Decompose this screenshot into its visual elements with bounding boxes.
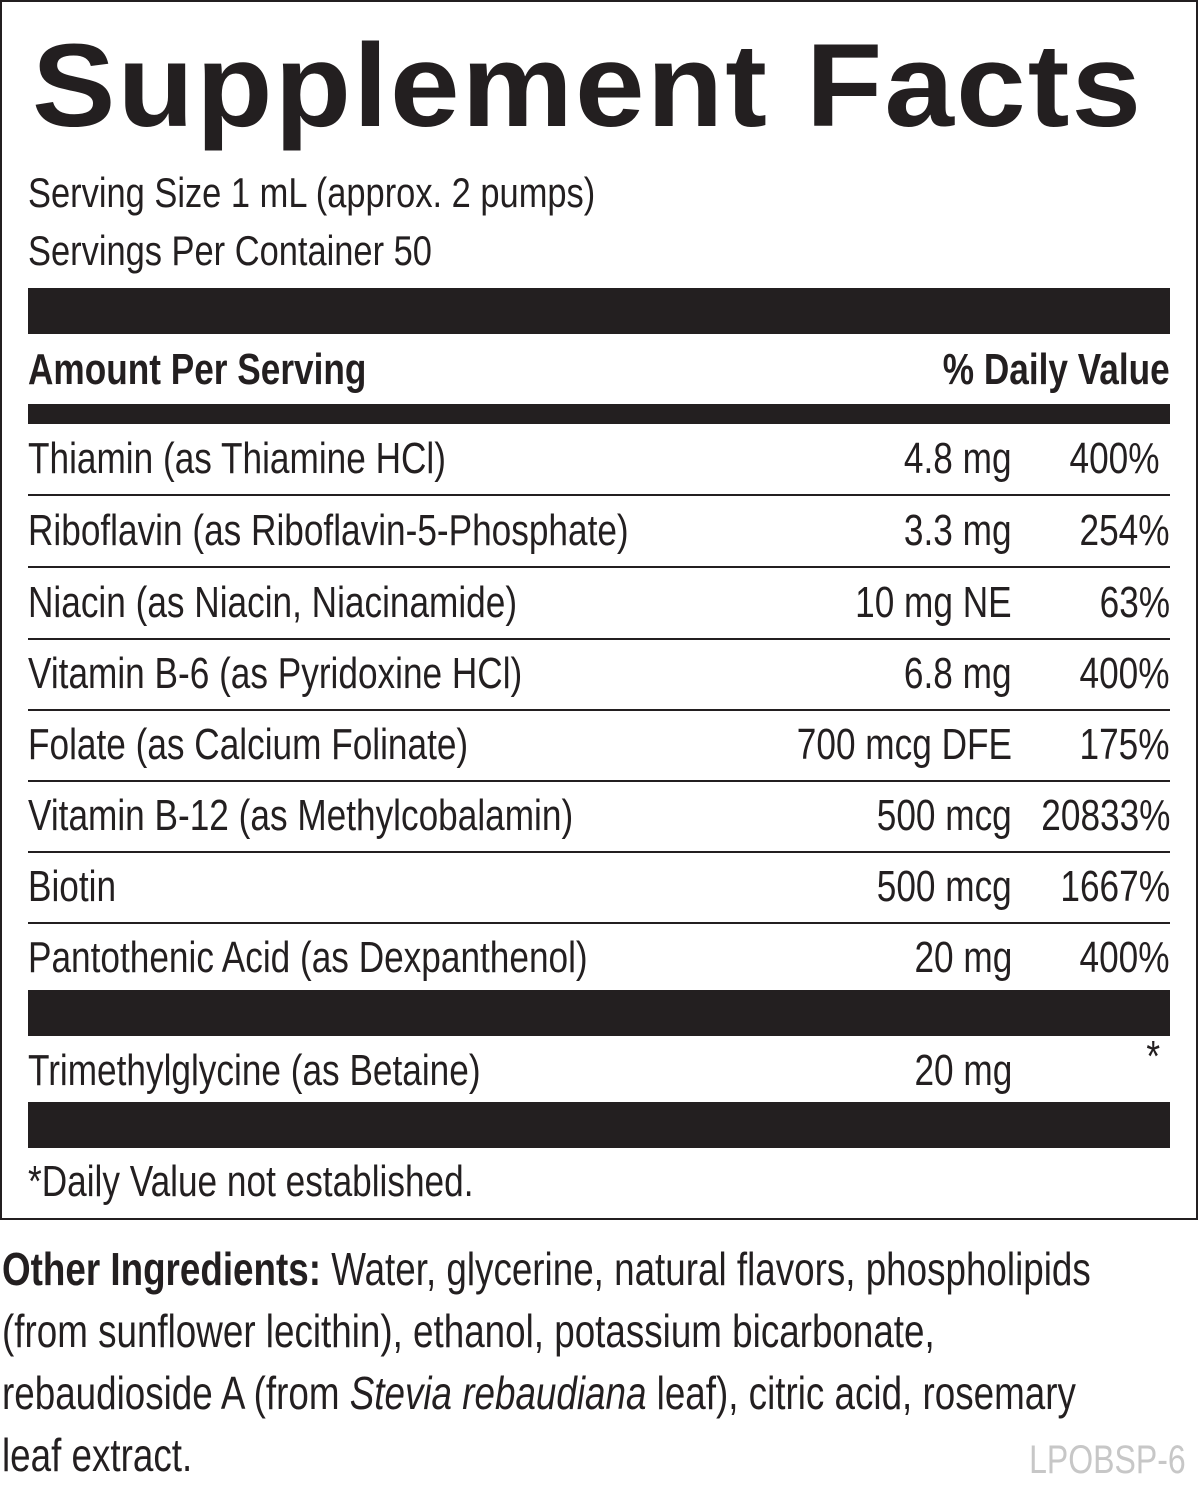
nutrient-amount: 6.8 mg [904,649,1012,698]
nutrient-row [28,496,1170,568]
other-ingredients-text-2: leaf), citric acid, rosemary leaf extract. [2,1367,1076,1481]
other-ingredients-italic: Stevia rebaudiana [349,1367,647,1419]
product-code: LPOBSP-6 [1029,1438,1186,1482]
nutrient-name: Vitamin B-6 (as Pyridoxine HCl) [28,649,523,698]
servings-per-container: Servings Per Container 50 [28,227,432,274]
nutrient-row [28,639,1170,711]
panel-title: Supplement Facts [32,20,1144,152]
nutrient-name: Pantothenic Acid (as Dexpanthenol) [28,933,588,982]
thick-divider-top [28,288,1170,334]
column-header [28,340,1170,400]
nutrient-daily-value: 400% [1079,649,1170,698]
thick-divider-middle [28,990,1170,1036]
ingredient-name: Trimethylglycine (as Betaine) [28,1046,481,1095]
nutrient-amount: 700 mcg DFE [796,720,1012,769]
nutrient-daily-value: 400% [1069,434,1160,483]
nutrient-row [28,852,1170,924]
nutrient-name: Folate (as Calcium Folinate) [28,720,469,769]
other-ingredient-row [28,1032,1170,1106]
nutrient-amount: 20 mg [914,933,1012,982]
header-daily-value: % Daily Value [943,345,1170,394]
nutrient-amount: 3.3 mg [904,506,1012,555]
nutrient-name: Vitamin B-12 (as Methylcobalamin) [28,791,574,840]
nutrient-daily-value: 20833% [1040,791,1170,840]
nutrient-row [28,923,1170,993]
daily-value-footnote: *Daily Value not established. [28,1157,474,1206]
nutrient-row [28,568,1170,640]
medium-divider [28,404,1170,424]
thick-divider-bottom [28,1102,1170,1148]
nutrient-amount: 10 mg NE [855,578,1012,627]
ingredient-daily-value: * [1146,1032,1160,1081]
nutrient-daily-value: 63% [1099,578,1170,627]
nutrient-daily-value: 1667% [1060,862,1170,911]
nutrient-row [28,710,1170,782]
other-ingredients [2,1238,1138,1486]
other-ingredients-label: Other Ingredients: [2,1243,321,1295]
ingredient-amount: 20 mg [914,1046,1012,1095]
nutrient-daily-value: 175% [1079,720,1170,769]
nutrient-row [28,424,1170,496]
nutrient-name: Biotin [28,862,117,911]
nutrient-amount: 500 mcg [876,862,1012,911]
nutrient-name: Riboflavin (as Riboflavin-5-Phosphate) [28,506,629,555]
nutrient-amount: 500 mcg [876,791,1012,840]
nutrient-amount: 4.8 mg [904,434,1012,483]
header-amount-per-serving: Amount Per Serving [28,345,367,394]
nutrient-daily-value: 254% [1079,506,1170,555]
nutrient-daily-value: 400% [1079,933,1170,982]
nutrient-row [28,781,1170,853]
serving-size: Serving Size 1 mL (approx. 2 pumps) [28,169,596,216]
nutrient-name: Thiamin (as Thiamine HCl) [28,434,446,483]
other-ingredients-text-1: Water, glycerine, natural flavors, phospholipids (from sunflower lecithin), ethanol, potassium bicarbonate, rebaudioside A (from [2,1243,1091,1419]
nutrient-name: Niacin (as Niacin, Niacinamide) [28,578,518,627]
